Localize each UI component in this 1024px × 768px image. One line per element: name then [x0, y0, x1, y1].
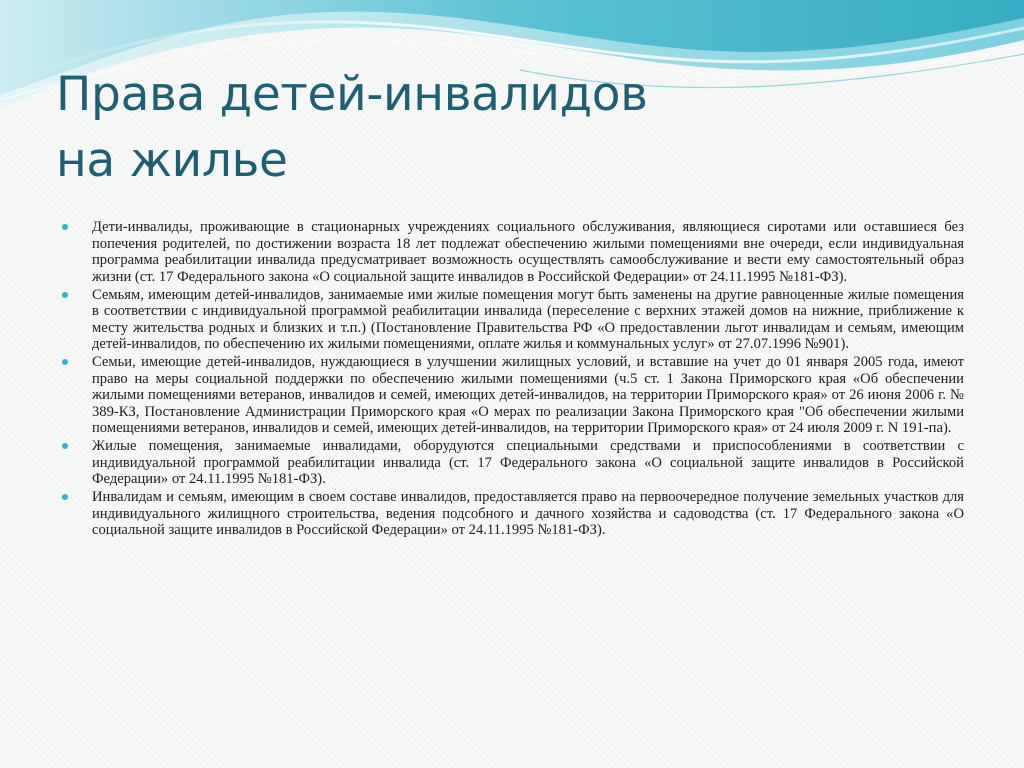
bullet-dot-icon	[62, 494, 68, 500]
list-item	[62, 354, 964, 437]
bullet-dot-icon	[62, 443, 68, 449]
slide-title-line-2: на жилье	[56, 133, 288, 188]
list-item-text: Жилые помещения, занимаемые инвалидами, оборудуются специальными средствами и приспособлениями в соответствии с индивидуальной программой реабилитации инвалида (ст. 17 Федерального закона «О социальной защите инвалидов в Российской Федерации» от 24.11.1995 №181-ФЗ).	[92, 438, 964, 487]
list-item	[62, 489, 964, 539]
list-item	[62, 287, 964, 353]
slide-title-line-1: Права детей-инвалидов	[56, 67, 648, 122]
list-item-text: Семьям, имеющим детей-инвалидов, занимаемые ими жилые помещения могут быть заменены на другие равноценные жилые помещения в соответствии с индивидуальной программой реабилитации инвалида (переселение с верхних этажей домов на нижние, приближение к месту жительства родных и близких и т.п.) (Постановление Правительства РФ «О предоставлении льгот инвалидам и семьям, имеющим детей-инвалидов, по обеспечению их жилыми помещениями, оплате жилья и коммунальных услуг» от 27.07.1996 №901).	[92, 286, 964, 352]
bullet-dot-icon	[62, 359, 68, 365]
list-item-text: Инвалидам и семьям, имеющим в своем составе инвалидов, предоставляется право на первоочередное получение земельных участков для индивидуального жилищного строительства, ведения подсобного и дачного хозяйства и садоводства (ст. 17 Федерального закона «О социальной защите инвалидов в Российской Федерации» от 24.11.1995 №181-ФЗ).	[92, 489, 964, 538]
list-item	[62, 219, 964, 285]
list-item-text: Семьи, имеющие детей-инвалидов, нуждающиеся в улучшении жилищных условий, и вставшие на учет до 01 января 2005 года, имеют право на меры социальной поддержки по обеспечению жилыми помещениями (ч.5 ст. 1 Закона Приморского края «Об обеспечении жилыми помещениями ветеранов, инвалидов и семей, имеющих детей-инвалидов, на территории Приморского края» от 26 июня 2006 г. № 389-КЗ, Постановление Администрации Приморского края «О мерах по реализации Закона Приморского края "Об обеспечении жилыми помещениями ветеранов, инвалидов и семей, имеющих детей-инвалидов, на территории Приморского края» от 24 июля 2009 г. N 191-па).	[92, 354, 964, 436]
slide-title	[56, 62, 956, 194]
bullet-dot-icon	[62, 224, 68, 230]
list-item-text: Дети-инвалиды, проживающие в стационарных учреждениях социального обслуживания, являющиеся сиротами или оставшиеся без попечения родителей, по достижении возраста 18 лет подлежат обеспечению жилыми помещениями вне очереди, если индивидуальная программа реабилитации инвалида предусматривает возможность осуществлять самообслуживание и вести ему самостоятельный образ жизни (ст. 17 Федерального закона «О социальной защите инвалидов в Российской Федерации» от 24.11.1995 №181-ФЗ).	[92, 219, 964, 285]
bullet-dot-icon	[62, 292, 68, 298]
bullet-list	[62, 219, 964, 540]
list-item	[62, 438, 964, 488]
